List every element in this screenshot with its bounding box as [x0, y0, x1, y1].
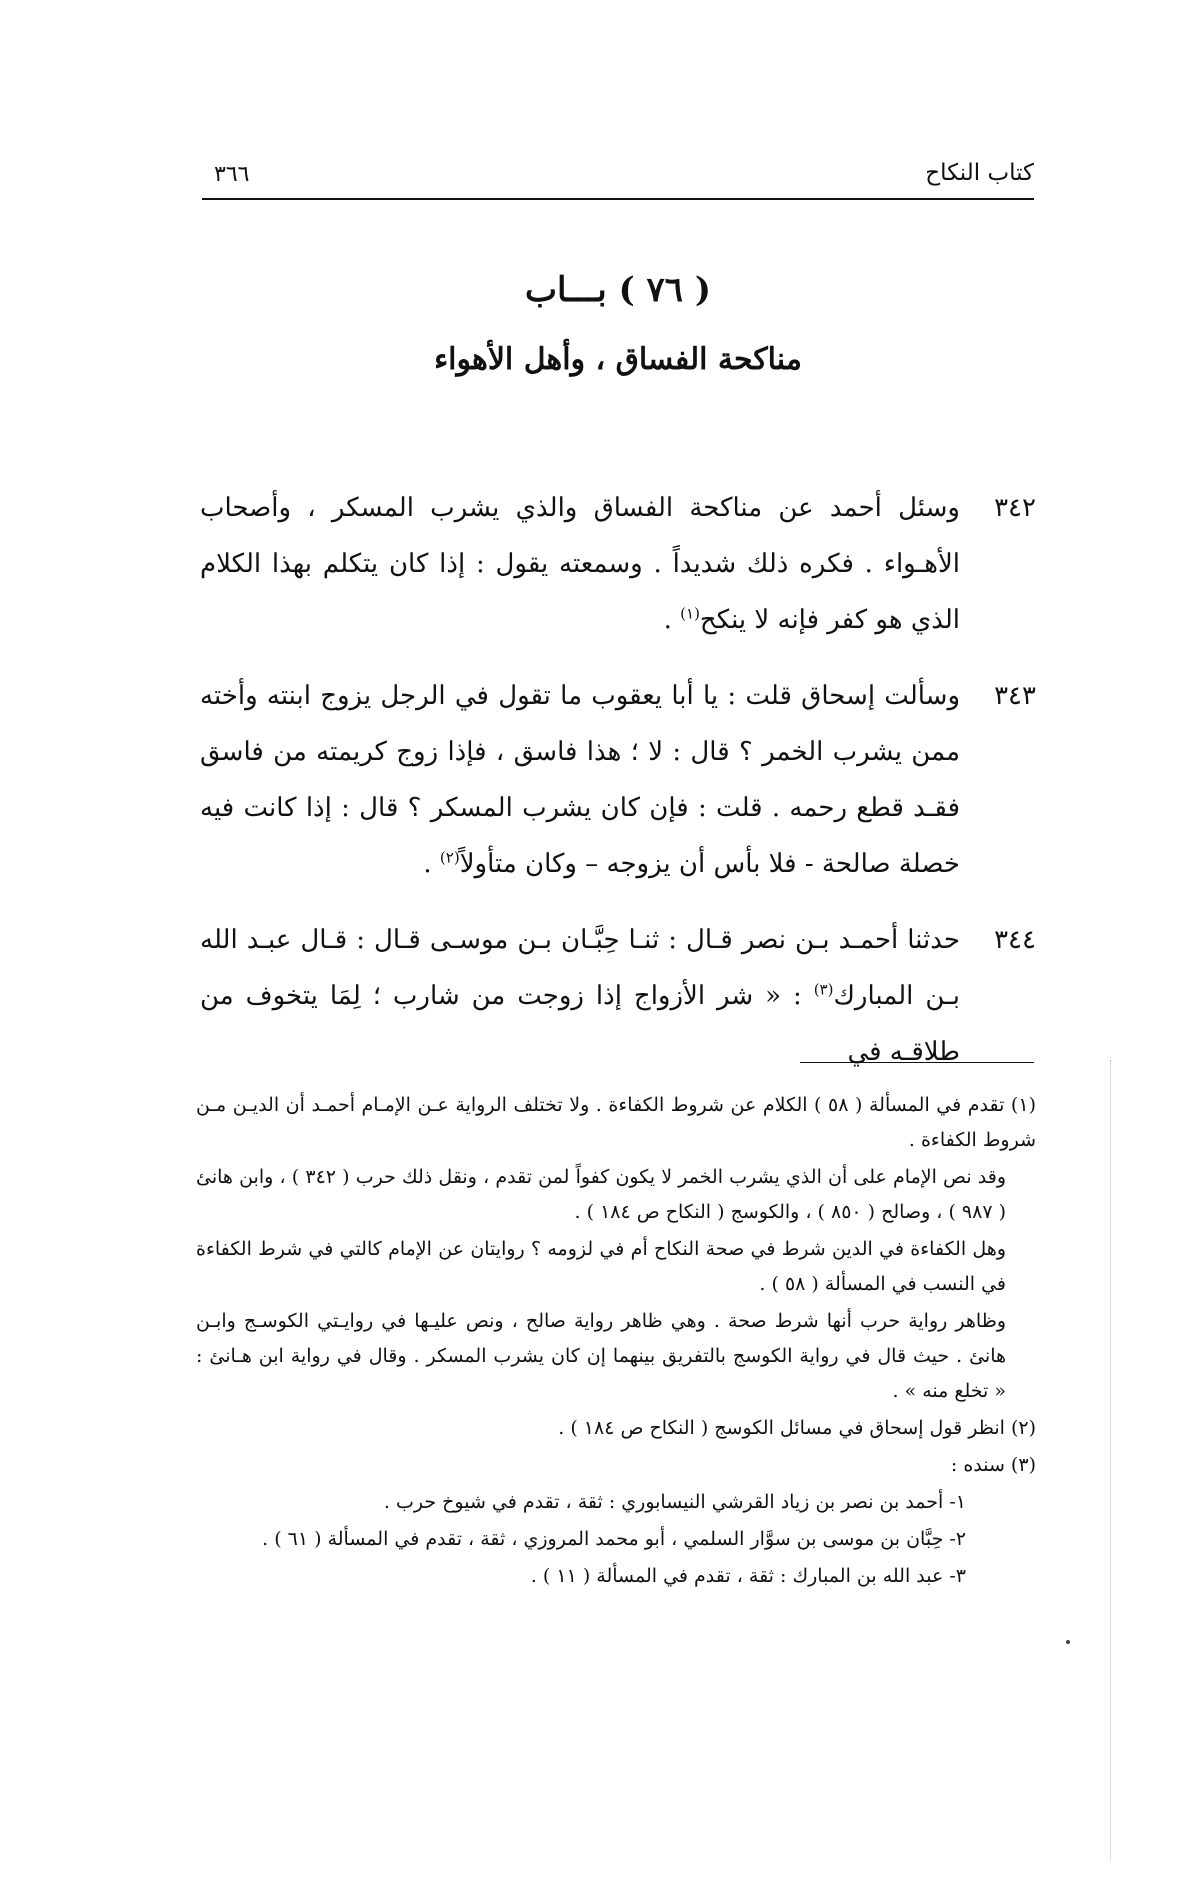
scan-edge-line: [1110, 1060, 1111, 1860]
footnote-2: (٢) انظر قول إسحاق في مسائل الكوسج ( النكاح ص ١٨٤ ) .: [558, 1417, 1036, 1439]
entry-text: وسئل أحمد عن مناكحة الفساق والذي يشرب المسكر ، وأصحاب الأهـواء . فكره ذلك شديداً . وسمعته يقول : إذا كان يتكلم بهذا الكلام الذي هو كفر فإنه لا ينكح: [200, 493, 960, 635]
footnote-1-para: وقد نص الإمام على أن الذي يشرب الخمر لا يكون كفواً لمن تقدم ، ونقل ذلك حرب ( ٣٤٢ ) ، وابن هانئ ( ٩٨٧ ) ، وصالح ( ٨٥٠ ) ، والكوسج ( النكاح ص ١٨٤ ) .: [196, 1166, 1007, 1223]
chapter-title: مناكحة الفساق ، وأهل الأهواء: [434, 342, 802, 377]
entry-343: [200, 668, 1036, 892]
header-rule: [202, 198, 1034, 200]
entry-tail: .: [663, 605, 681, 635]
entry-number: ٣٤٢: [994, 493, 1036, 523]
chapter-heading: ( ٧٦ ) بـــاب: [525, 270, 711, 310]
entry-text: وسألت إسحاق قلت : يا أبا يعقوب ما تقول في الرجل يزوج ابنته وأخته ممن يشرب الخمر ؟ قال : لا ؛ هذا فاسق ، فإذا زوج كريمته من فاسق فقـد قطع رحمه . قلت : فإن كان يشرب المسكر ؟ قال : إذا كانت فيه خصلة صالحة - فلا بأس أن يزوجه – وكان متأولاً: [200, 681, 960, 879]
entry-tail: : « شر الأزواج إذا زوجت من شارب ؛ لِمَا يتخوف من طلاقـه في: [200, 981, 960, 1067]
entry-number: ٣٤٣: [994, 681, 1036, 711]
footnote-1-para: وهل الكفاءة في الدين شرط في صحة النكاح أم في لزومه ؟ روايتان عن الإمام كالتي في شرط الكفاءة في النسب في المسألة ( ٥٨ ) .: [196, 1238, 1006, 1295]
footnote-3: (٣) سنده :: [950, 1454, 1036, 1476]
entry-number: ٣٤٤: [994, 925, 1036, 955]
footnote-3-item: ٢- حِبَّان بن موسى بن سوَّار السلمي ، أبو محمد المروزي ، ثقة ، تقدم في المسألة ( ٦١ ) .: [262, 1528, 966, 1550]
entry-text: حدثنا أحمـد بـن نصر قـال : ثنـا حِبَّـان بـن موسـى قـال : قـال عبـد الله بـن المبارك: [200, 925, 960, 1011]
footnote-ref[interactable]: (٢): [439, 848, 460, 867]
footnote-rule: [800, 1062, 1034, 1063]
footnote-1-para: وظاهر رواية حرب أنها شرط صحة . وهي ظاهر رواية صالح ، ونص عليـها في روايـتي الكوسـج وابـن هانئ . حيث قال في رواية الكوسج بالتفريق بينهما إن كان يشرب المسكر . وقال في رواية ابن هـانئ : « تخلع منه » .: [196, 1310, 1006, 1402]
page-number: ٣٦٦: [214, 162, 250, 187]
footnote-ref[interactable]: (١): [680, 604, 700, 623]
footnote-1-para: (١) تقدم في المسألة ( ٥٨ ) الكلام عن شروط الكفاءة . ولا تختلف الرواية عـن الإمـام أحمـد أن الديـن مـن شروط الكفاءة .: [196, 1094, 1036, 1151]
footnote-3-item: ٣- عبد الله بن المبارك : ثقة ، تقدم في المسألة ( ١١ ) .: [530, 1565, 966, 1587]
entry-342: [200, 480, 1036, 648]
footnote-3-item: ١- أحمد بن نصر بن زياد القرشي النيسابوري : ثقة ، تقدم في شيوخ حرب .: [383, 1491, 966, 1513]
footnotes: [196, 1088, 1036, 1596]
body-text: [200, 480, 1036, 1100]
entry-344: [200, 912, 1036, 1080]
footnote-ref[interactable]: (٣): [813, 980, 834, 999]
running-header: [202, 160, 1034, 196]
margin-dot: [1066, 1640, 1070, 1644]
book-title: كتاب النكاح: [925, 160, 1034, 186]
entry-tail: .: [423, 849, 440, 879]
